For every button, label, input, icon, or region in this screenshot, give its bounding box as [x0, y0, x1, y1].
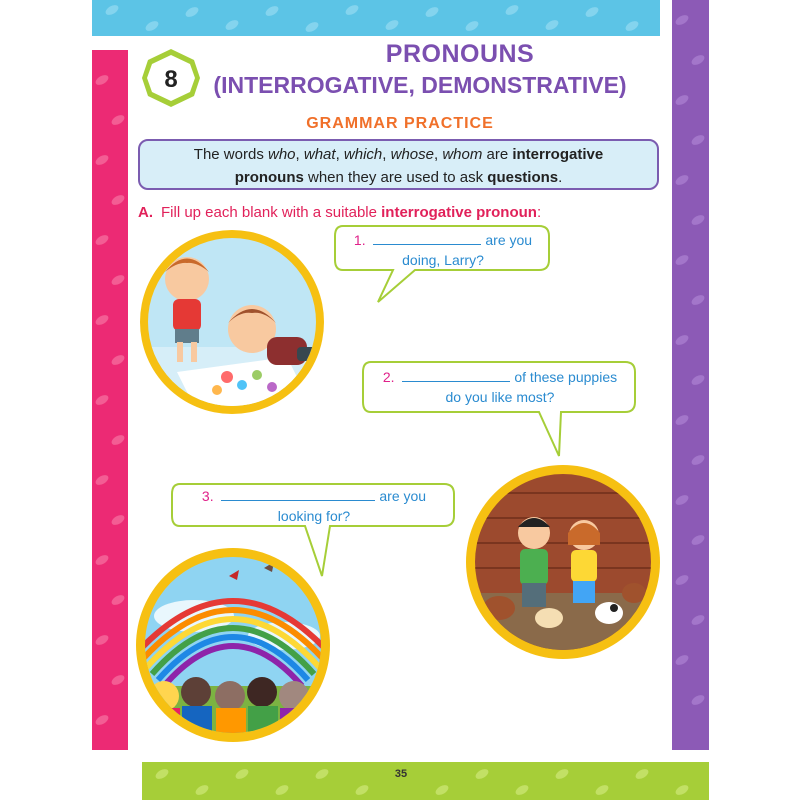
page-number: 35	[394, 768, 408, 780]
question-number: 2.	[382, 369, 395, 385]
page-title: PRONOUNS	[385, 40, 535, 68]
page-subtitle: (INTERROGATIVE, DEMONSTRATIVE)	[213, 72, 627, 98]
key-term: questions	[487, 169, 559, 186]
right-decor-band	[672, 0, 709, 750]
example-word: whom	[442, 146, 483, 163]
bottom-decor-band	[142, 762, 709, 800]
instruction-text: Fill up each blank with a suitable	[161, 204, 382, 221]
left-decor-band	[92, 50, 128, 750]
separator: ,	[335, 146, 344, 163]
exercise-instruction	[138, 204, 541, 221]
definition-text: .	[558, 169, 563, 186]
question-2	[366, 367, 634, 407]
separator: ,	[382, 146, 391, 163]
definition-text: The words	[193, 146, 268, 163]
top-decor-band	[92, 0, 660, 36]
answer-blank-3[interactable]	[221, 486, 375, 501]
definition-line-2	[140, 166, 657, 189]
separator: ,	[433, 146, 443, 163]
definition-text: when they are used to ask	[303, 169, 488, 186]
question-1	[338, 230, 548, 270]
definition-line-1	[140, 143, 657, 166]
answer-blank-1[interactable]	[373, 230, 481, 245]
leaf-pattern-left	[92, 50, 128, 750]
example-word: which	[343, 146, 383, 163]
example-word: who	[268, 146, 296, 163]
question-text: looking for?	[277, 508, 351, 524]
question-3	[175, 486, 453, 526]
definition-box	[138, 139, 659, 190]
example-word: whose	[390, 146, 434, 163]
instruction-text: :	[536, 204, 542, 221]
instruction-key-term: interrogative pronoun	[381, 204, 537, 221]
leaf-pattern-top	[92, 0, 660, 36]
leaf-pattern-right	[672, 0, 709, 750]
separator: ,	[295, 146, 304, 163]
kids-with-puppies-illustration	[464, 463, 662, 661]
children-rainbow-illustration	[134, 546, 332, 744]
key-term: pronouns	[234, 169, 304, 186]
question-text: are you	[375, 488, 427, 504]
section-heading: GRAMMAR PRACTICE	[306, 115, 494, 132]
example-word: what	[303, 146, 336, 163]
question-number: 1.	[353, 232, 366, 248]
answer-blank-2[interactable]	[402, 367, 510, 382]
chapter-number: 8	[164, 66, 178, 93]
question-number: 3.	[201, 488, 214, 504]
question-text: of these puppies	[510, 369, 618, 385]
key-term: interrogative	[512, 146, 604, 163]
question-text: do you like most?	[445, 389, 555, 405]
boys-painting-illustration	[137, 227, 327, 417]
exercise-letter: A.	[138, 204, 153, 221]
leaf-pattern-bottom	[142, 762, 709, 800]
question-text: doing, Larry?	[402, 252, 484, 268]
question-text: are you	[481, 232, 533, 248]
definition-text: are	[482, 146, 513, 163]
